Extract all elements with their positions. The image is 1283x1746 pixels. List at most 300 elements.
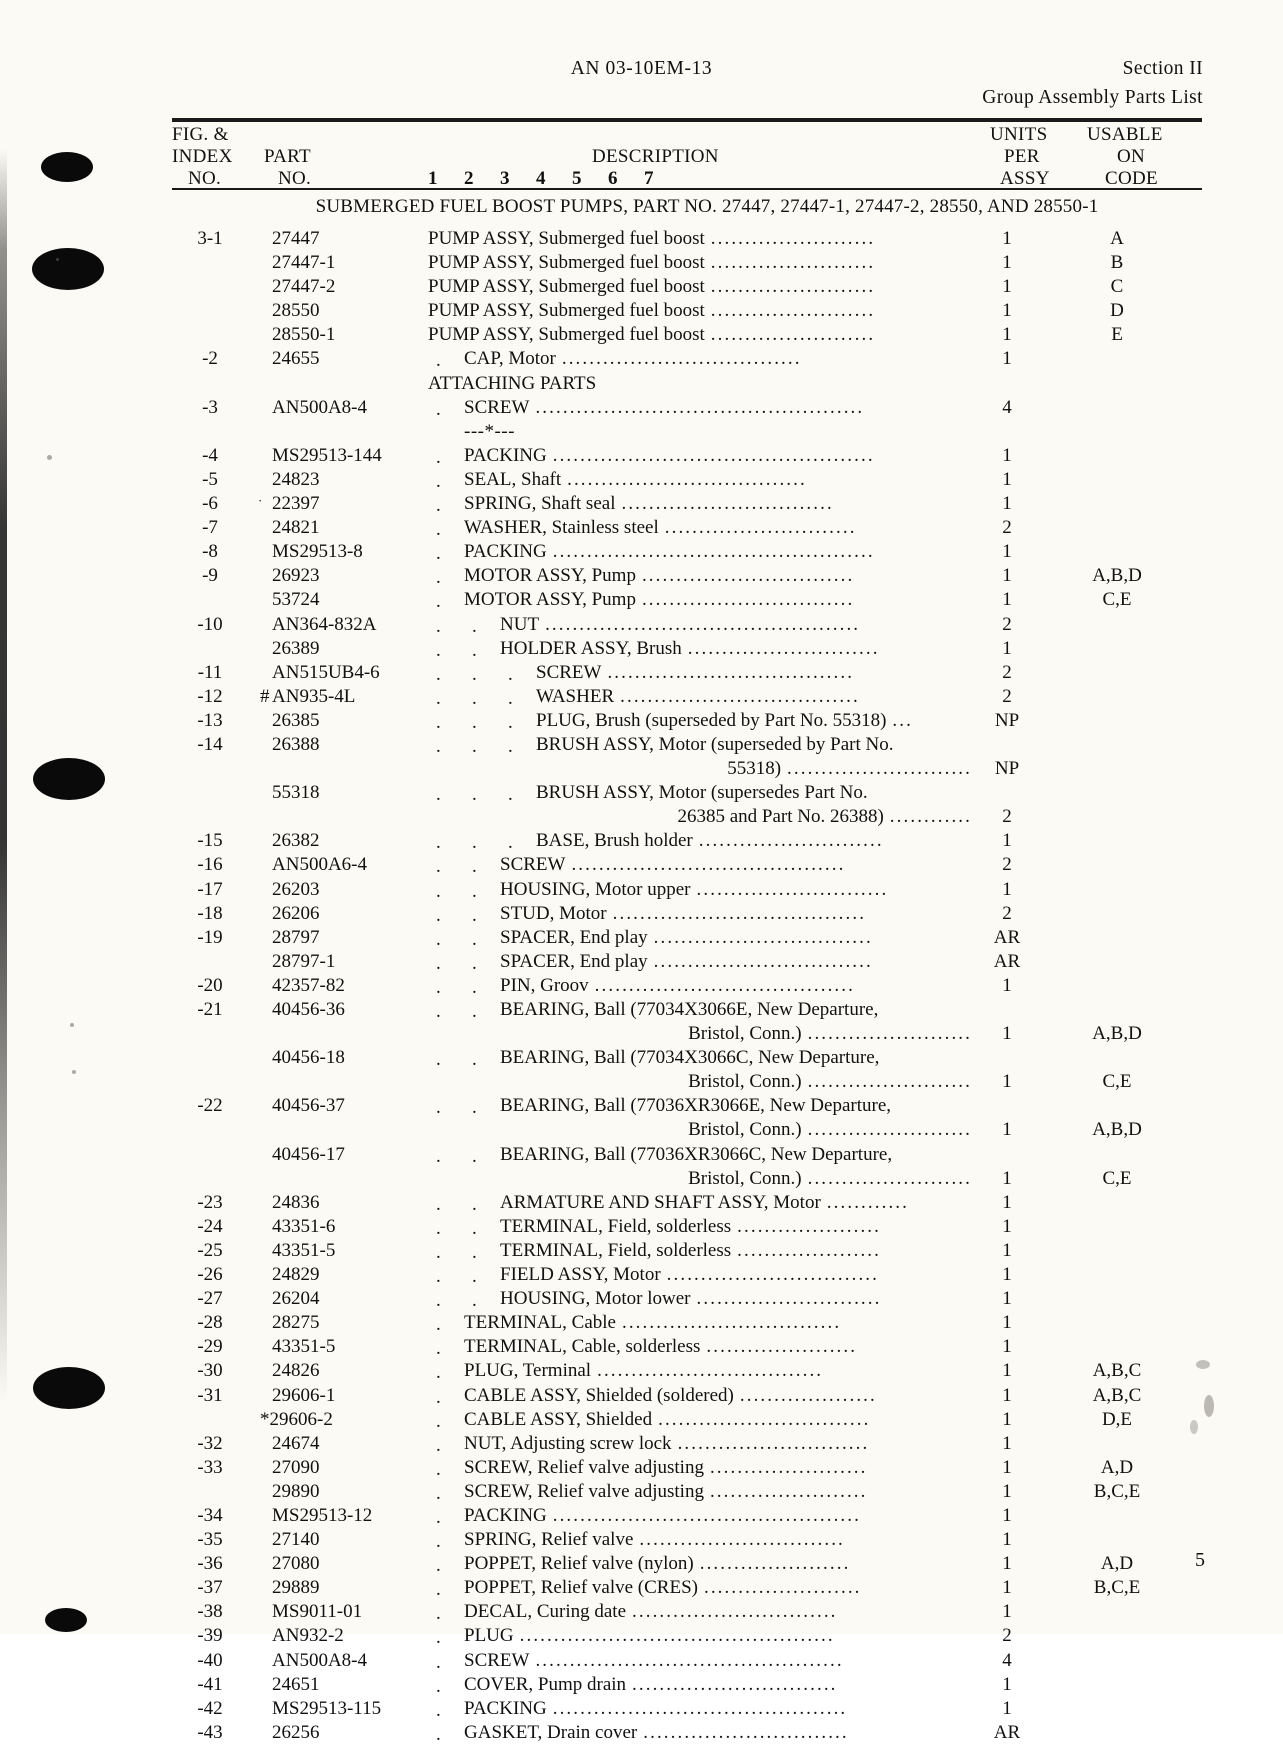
table-row: [172, 228, 1202, 252]
leader-dots: ..............................: [643, 1721, 849, 1743]
usable-on-code: B: [1110, 252, 1124, 274]
leader-dots: ...........................: [787, 758, 972, 780]
table-row-continuation: [172, 1071, 1202, 1095]
leader-dots: ................................................: [535, 396, 865, 418]
part-description: WASHER, Stainless steel ............................: [464, 517, 857, 539]
usable-on-code: A: [1110, 228, 1124, 249]
part-description: BEARING, Ball (77036XR3066E, New Departure,: [500, 1095, 892, 1117]
units-per-assy: 1: [1002, 1456, 1012, 1478]
table-row: [172, 541, 1202, 565]
leader-dots: .......................: [709, 1456, 868, 1478]
table-row: [172, 300, 1202, 324]
part-number: MS29513-144: [272, 444, 382, 466]
indent-dot-level-2: .: [472, 1145, 477, 1167]
table-row-continuation: [172, 758, 1202, 782]
indent-dot-level-1: .: [436, 1266, 441, 1288]
indent-dot-level-2: .: [472, 952, 477, 974]
usable-on-code: C: [1110, 276, 1124, 298]
part-number: 24821: [272, 517, 320, 539]
continuation-description: Bristol, Conn.) ........................: [688, 1167, 972, 1189]
table-row: [172, 445, 1202, 469]
indent-number-1: 1: [428, 168, 438, 189]
indent-dot-level-1: .: [436, 1482, 441, 1504]
part-description: SPACER, End play ................................: [500, 950, 873, 972]
part-description: TERMINAL, Cable, solderless ......................: [464, 1336, 858, 1358]
part-description: SCREW ........................................: [500, 854, 846, 876]
indent-dot-level-1: .: [436, 1193, 441, 1215]
indent-dot-level-1: .: [436, 1001, 441, 1022]
fig-index-number: -15: [197, 830, 223, 852]
part-description: BEARING, Ball (77036XR3066C, New Departure,: [500, 1143, 893, 1165]
part-number: 53724: [272, 589, 320, 611]
indent-dot-level-2: .: [472, 1193, 477, 1215]
part-number: *29606-2: [260, 1408, 333, 1430]
units-per-assy: 1: [1002, 1264, 1012, 1286]
table-row: [172, 565, 1202, 589]
part-description: SCREW .............................................: [464, 1649, 844, 1671]
table-row: [172, 1625, 1202, 1649]
indent-dot-level-1: .: [436, 567, 441, 589]
fig-index-number: -19: [197, 926, 223, 948]
table-row: [172, 1481, 1202, 1505]
part-description: PLUG, Brush (superseded by Part No. 55318) ...: [536, 709, 913, 731]
part-number: 43351-6: [272, 1215, 336, 1237]
fig-index-number: -39: [197, 1625, 223, 1647]
part-number: AN500A8-4: [272, 396, 367, 418]
leader-dots: ...................................: [620, 685, 860, 707]
indent-dot-level-2: .: [472, 1001, 477, 1022]
part-description: BRUSH ASSY, Motor (superseded by Part No.: [536, 733, 894, 755]
leader-dots: ............................: [687, 637, 880, 659]
usable-on-code: C,E: [1102, 1071, 1132, 1093]
part-description: PACKING ...............................................: [464, 444, 875, 466]
table-row: [172, 1192, 1202, 1216]
indent-dot-level-1: .: [436, 1699, 441, 1721]
leader-dots: ...............................................: [552, 444, 875, 466]
part-number: 40456-18: [272, 1047, 345, 1069]
fig-index-number: -26: [197, 1264, 223, 1286]
table-row: [172, 469, 1202, 493]
units-per-assy: 4: [1002, 1649, 1012, 1671]
part-description: POPPET, Relief valve (nylon) ......................: [464, 1553, 851, 1575]
usable-on-code: E: [1111, 324, 1123, 346]
table-column-headers: [172, 122, 1202, 188]
fig-index-number: -6: [202, 493, 218, 515]
attaching-parts-subheading: [172, 373, 1202, 397]
leader-dots: ...........................: [698, 830, 884, 852]
binding-hole-3: [33, 758, 105, 800]
part-number: 24655: [272, 348, 320, 370]
part-description: SEAL, Shaft ...................................: [464, 468, 807, 490]
indent-dot-level-2: .: [472, 1290, 477, 1312]
indent-number-3: 3: [500, 168, 510, 189]
indent-dot-level-2: .: [472, 1266, 477, 1288]
indent-dot-level-1: .: [436, 687, 441, 709]
indent-dot-level-2: .: [472, 1049, 477, 1071]
units-per-assy: 1: [1002, 1480, 1012, 1502]
leader-dots: .............................................: [552, 1504, 861, 1526]
indent-dot-level-2: .: [472, 856, 477, 878]
fig-index-number: -28: [197, 1312, 223, 1334]
continuation-description: Bristol, Conn.) ........................: [688, 1023, 972, 1045]
indent-dot-level-2: .: [472, 1097, 477, 1119]
part-description: CAP, Motor ...................................: [464, 348, 802, 370]
units-per-assy: 1: [1002, 1288, 1012, 1310]
part-number: 26203: [272, 878, 320, 900]
part-number: 24674: [272, 1432, 320, 1454]
fig-index-number: -9: [202, 565, 218, 587]
indent-number-6: 6: [608, 168, 618, 189]
table-row: [172, 951, 1202, 975]
binding-hole-1: [41, 152, 93, 182]
fig-index-number: -36: [197, 1553, 223, 1575]
page-number: 5: [1195, 1549, 1205, 1571]
indent-number-2: 2: [464, 168, 474, 189]
part-description: BASE, Brush holder ...........................: [536, 830, 884, 852]
part-number: 27090: [272, 1456, 320, 1478]
part-number: MS9011-01: [272, 1601, 363, 1623]
indent-dot-level-1: .: [436, 832, 441, 854]
part-description: BRUSH ASSY, Motor (supersedes Part No.: [536, 782, 868, 804]
part-description: PLUG ..............................................: [464, 1625, 835, 1647]
units-per-assy: 1: [1002, 1119, 1012, 1141]
fig-index-number: -14: [197, 733, 223, 755]
indent-dot-level-1: .: [436, 1145, 441, 1167]
fig-index-number: -31: [197, 1384, 223, 1406]
part-number: 55318: [272, 782, 320, 804]
leader-dots: .......................: [709, 1480, 868, 1502]
parts-list-table: [172, 118, 1202, 1746]
leader-dots: ...: [892, 709, 913, 731]
units-per-assy: 2: [1002, 1625, 1012, 1647]
part-number: 26382: [272, 830, 320, 852]
part-description: PUMP ASSY, Submerged fuel boost ........................: [428, 228, 876, 249]
table-row: [172, 1336, 1202, 1360]
indent-dot-level-1: .: [436, 1386, 441, 1408]
part-description: WASHER ...................................: [536, 685, 860, 707]
part-number: 22397: [272, 493, 320, 515]
star-separator-text: ---*---: [464, 420, 515, 442]
usable-on-code: A,B,D: [1092, 1023, 1142, 1045]
table-row: [172, 1095, 1202, 1119]
part-number: 24829: [272, 1264, 320, 1286]
fig-index-number: -32: [197, 1432, 223, 1454]
usable-on-code: A,D: [1100, 1456, 1134, 1478]
indent-dot-level-1: .: [436, 519, 441, 541]
part-description: PUMP ASSY, Submerged fuel boost ........................: [428, 324, 876, 346]
part-number: 43351-5: [272, 1336, 336, 1358]
part-description: TERMINAL, Field, solderless .....................: [500, 1239, 882, 1261]
units-per-assy: 4: [1002, 396, 1012, 418]
part-number: AN515UB4-6: [272, 661, 380, 683]
units-per-assy: 1: [1002, 878, 1012, 900]
indent-dot-level-1: .: [436, 735, 441, 757]
part-number: 24651: [272, 1673, 320, 1695]
part-number-prefix-mark: #: [260, 685, 270, 707]
part-number: 27447: [272, 228, 320, 249]
indent-dot-level-2: .: [472, 687, 477, 709]
page-speck-1: [56, 258, 59, 261]
table-row: [172, 1288, 1202, 1312]
page-speck-6: [1204, 1395, 1214, 1417]
part-description: PACKING .............................................: [464, 1504, 861, 1526]
table-row: [172, 903, 1202, 927]
leader-dots: ........................: [710, 228, 876, 249]
indent-dot-level-1: .: [436, 470, 441, 492]
units-per-assy: 1: [1002, 252, 1012, 274]
part-number: 29889: [272, 1577, 320, 1599]
fig-index-number: -29: [197, 1336, 223, 1358]
manual-number: AN 03-10EM-13: [570, 58, 713, 79]
table-row: [172, 1457, 1202, 1481]
units-per-assy: 1: [1002, 589, 1012, 611]
units-per-assy: 1: [1002, 1167, 1012, 1189]
usable-on-code: A,D: [1100, 1553, 1134, 1575]
units-per-assy: 2: [1002, 806, 1012, 828]
indent-dot-level-2: .: [472, 663, 477, 685]
units-per-assy: 1: [1002, 637, 1012, 659]
indent-dot-level-1: .: [436, 350, 441, 372]
leader-dots: ...............................: [666, 1264, 880, 1286]
units-per-assy: 1: [1002, 1215, 1012, 1237]
leader-dots: ........................: [710, 300, 876, 322]
units-per-assy: 1: [1002, 1408, 1012, 1430]
leader-dots: .....................................: [612, 902, 867, 924]
leader-dots: ........................: [807, 1023, 972, 1045]
indent-dot-level-1: .: [436, 1723, 441, 1745]
indent-dot-level-1: .: [436, 446, 441, 468]
leader-dots: ......................: [706, 1336, 858, 1358]
part-number: 40456-37: [272, 1095, 345, 1117]
table-row: [172, 1433, 1202, 1457]
indent-dot-level-1: .: [436, 1217, 441, 1239]
fig-index-number: -20: [197, 974, 223, 996]
indent-dot-level-3: .: [508, 784, 513, 806]
page-speck-2: [47, 455, 52, 460]
fig-index-number: -24: [197, 1215, 223, 1237]
table-row: [172, 1240, 1202, 1264]
table-row: [172, 614, 1202, 638]
part-number: 26256: [272, 1721, 320, 1743]
fig-index-number: -40: [197, 1649, 223, 1671]
indent-dot-level-1: .: [436, 1603, 441, 1625]
part-description: BEARING, Ball (77034X3066E, New Departure,: [500, 999, 879, 1020]
header-fig-index-line1: FIG. &: [172, 124, 229, 145]
header-fig-index-line3: NO.: [188, 168, 222, 189]
units-per-assy: 1: [1002, 541, 1012, 563]
units-per-assy: 1: [1002, 1432, 1012, 1454]
part-description: BEARING, Ball (77034X3066C, New Departure,: [500, 1047, 880, 1069]
indent-dot-level-1: .: [436, 543, 441, 565]
indent-dot-level-2: .: [472, 928, 477, 950]
part-number: 26923: [272, 565, 320, 587]
leader-dots: ..............................: [632, 1673, 838, 1695]
part-number: 28550-1: [272, 324, 336, 346]
leader-dots: ....................................: [607, 661, 855, 683]
table-row: [172, 397, 1202, 421]
table-row-continuation: [172, 806, 1202, 830]
part-number: AN932-2: [272, 1625, 344, 1647]
part-description: PUMP ASSY, Submerged fuel boost ........................: [428, 300, 876, 322]
usable-on-code: B,C,E: [1093, 1577, 1141, 1599]
fig-index-number: -42: [197, 1697, 223, 1719]
units-per-assy: 2: [1002, 902, 1012, 924]
star-separator: [172, 421, 1202, 445]
units-per-assy: 1: [1002, 276, 1012, 298]
header-code-line2: ON: [1117, 146, 1146, 167]
indent-dot-level-1: .: [436, 1241, 441, 1263]
part-description: PACKING ...............................................: [464, 541, 875, 563]
table-row: [172, 1722, 1202, 1746]
table-row: [172, 1674, 1202, 1698]
indent-dot-level-1: .: [436, 784, 441, 806]
units-per-assy: 1: [1002, 1336, 1012, 1358]
part-number: AN500A6-4: [272, 854, 367, 876]
indent-dot-level-1: .: [436, 639, 441, 661]
indent-dot-level-2: .: [472, 1241, 477, 1263]
part-number: 43351-5: [272, 1239, 336, 1261]
indent-dot-level-1: .: [436, 952, 441, 974]
table-row: [172, 1144, 1202, 1168]
section-subtitle: Group Assembly Parts List: [982, 87, 1203, 108]
usable-on-code: D: [1110, 300, 1124, 322]
table-row: [172, 1385, 1202, 1409]
fig-index-number: -18: [197, 902, 223, 924]
fig-index-number: -12: [197, 685, 223, 707]
leader-dots: ...................................: [567, 468, 807, 490]
fig-index-number: -3: [202, 396, 218, 418]
indent-dot-level-1: .: [436, 495, 441, 517]
part-number: MS29513-12: [272, 1504, 373, 1526]
subheading-text: ATTACHING PARTS: [428, 372, 597, 394]
table-row: [172, 1553, 1202, 1577]
page-edge-shadow: [0, 150, 7, 1400]
units-per-assy: 1: [1002, 1601, 1012, 1623]
fig-index-number: -4: [202, 444, 218, 466]
indent-dot-level-1: .: [436, 1458, 441, 1480]
part-number: 26385: [272, 709, 320, 731]
leader-dots: ...............................: [641, 589, 855, 611]
leader-dots: ................................: [621, 1312, 842, 1334]
header-code-line1: USABLE: [1087, 124, 1163, 145]
part-description: HOUSING, Motor upper ............................: [500, 878, 889, 900]
units-per-assy: 1: [1002, 468, 1012, 490]
table-row: [172, 589, 1202, 613]
leader-dots: ...............................................: [552, 541, 875, 563]
running-head: [0, 58, 1283, 118]
usable-on-code: C,E: [1102, 1167, 1132, 1189]
leader-dots: .................................: [597, 1360, 824, 1382]
part-description: PACKING ...........................................: [464, 1697, 848, 1719]
part-number: 24826: [272, 1360, 320, 1382]
indent-dot-level-1: .: [436, 1290, 441, 1312]
indent-dot-level-1: .: [436, 1314, 441, 1336]
leader-dots: ..............................................: [519, 1625, 835, 1647]
table-row: [172, 1047, 1202, 1071]
continuation-description: Bristol, Conn.) ........................: [688, 1071, 972, 1093]
section-label: Section II: [1122, 58, 1203, 79]
indent-dot-level-2: .: [472, 784, 477, 806]
indent-dot-level-1: .: [436, 1651, 441, 1673]
indent-dot-level-1: .: [436, 1555, 441, 1577]
units-per-assy: 1: [1002, 1504, 1012, 1526]
units-per-assy: 1: [1002, 444, 1012, 466]
indent-dot-level-1: .: [436, 1434, 441, 1456]
indent-dot-level-1: .: [436, 1579, 441, 1601]
units-per-assy: 1: [1002, 1312, 1012, 1334]
leader-dots: ...................................: [561, 348, 802, 370]
leader-dots: ............................: [664, 517, 857, 539]
fig-index-number: -35: [197, 1529, 223, 1551]
part-number: 26389: [272, 637, 320, 659]
part-description: PUMP ASSY, Submerged fuel boost ........................: [428, 276, 876, 298]
fig-index-number: -7: [202, 517, 218, 539]
part-number: AN500A8-4: [272, 1649, 367, 1671]
indent-dot-level-1: .: [436, 711, 441, 733]
indent-dot-level-1: .: [436, 591, 441, 613]
fig-index-number: -43: [197, 1721, 223, 1743]
indent-dot-level-1: .: [436, 615, 441, 637]
indent-dot-level-1: .: [436, 1097, 441, 1119]
units-per-assy: NP: [994, 758, 1020, 780]
leader-dots: ....................: [739, 1384, 877, 1406]
binding-hole-2: [32, 248, 104, 290]
fig-index-number: -25: [197, 1239, 223, 1261]
part-description: PUMP ASSY, Submerged fuel boost ........................: [428, 252, 876, 274]
part-description: HOLDER ASSY, Brush ............................: [500, 637, 880, 659]
usable-on-code: C,E: [1102, 589, 1132, 611]
fig-index-number: -30: [197, 1360, 223, 1382]
indent-dot-level-1: .: [436, 398, 441, 420]
leader-dots: ...............................: [621, 493, 834, 515]
header-units-line3: ASSY: [1000, 168, 1050, 189]
part-number: 40456-17: [272, 1143, 345, 1165]
fig-index-number: -17: [197, 878, 223, 900]
part-description: MOTOR ASSY, Pump ...............................: [464, 589, 855, 611]
leader-dots: ................................: [653, 950, 873, 972]
leader-dots: ................................: [653, 926, 873, 948]
indent-dot-level-1: .: [436, 1410, 441, 1432]
part-number: 28797: [272, 926, 320, 948]
fig-index-number: -8: [202, 541, 218, 563]
indent-dot-level-3: .: [508, 687, 513, 709]
table-row: [172, 252, 1202, 276]
fig-index-number: -10: [197, 613, 223, 635]
part-description: PIN, Groov ......................................: [500, 974, 855, 996]
table-row: [172, 999, 1202, 1023]
group-title: SUBMERGED FUEL BOOST PUMPS, PART NO. 27447, 27447-1, 27447-2, 28550, AND 28550-1: [315, 196, 1099, 217]
fig-index-number: -16: [197, 854, 223, 876]
fig-index-number: -5: [202, 468, 218, 490]
table-row-continuation: [172, 1168, 1202, 1192]
part-description: CABLE ASSY, Shielded ...............................: [464, 1408, 871, 1430]
units-per-assy: 1: [1002, 974, 1012, 996]
indent-number-7: 7: [644, 168, 654, 189]
part-number: 24836: [272, 1191, 320, 1213]
units-per-assy: 1: [1002, 1384, 1012, 1406]
binding-hole-5: [45, 1608, 87, 1632]
indent-dot-level-2: .: [472, 880, 477, 902]
part-number: AN364-832A: [272, 613, 377, 635]
indent-dot-level-1: .: [436, 1627, 441, 1649]
units-per-assy: NP: [994, 709, 1020, 731]
table-row: [172, 710, 1202, 734]
leader-dots: .....................: [737, 1239, 882, 1261]
table-row: [172, 348, 1202, 372]
part-description: GASKET, Drain cover ..............................: [464, 1721, 849, 1743]
fig-index-number: -37: [197, 1577, 223, 1599]
part-description: TERMINAL, Field, solderless .....................: [500, 1215, 882, 1237]
